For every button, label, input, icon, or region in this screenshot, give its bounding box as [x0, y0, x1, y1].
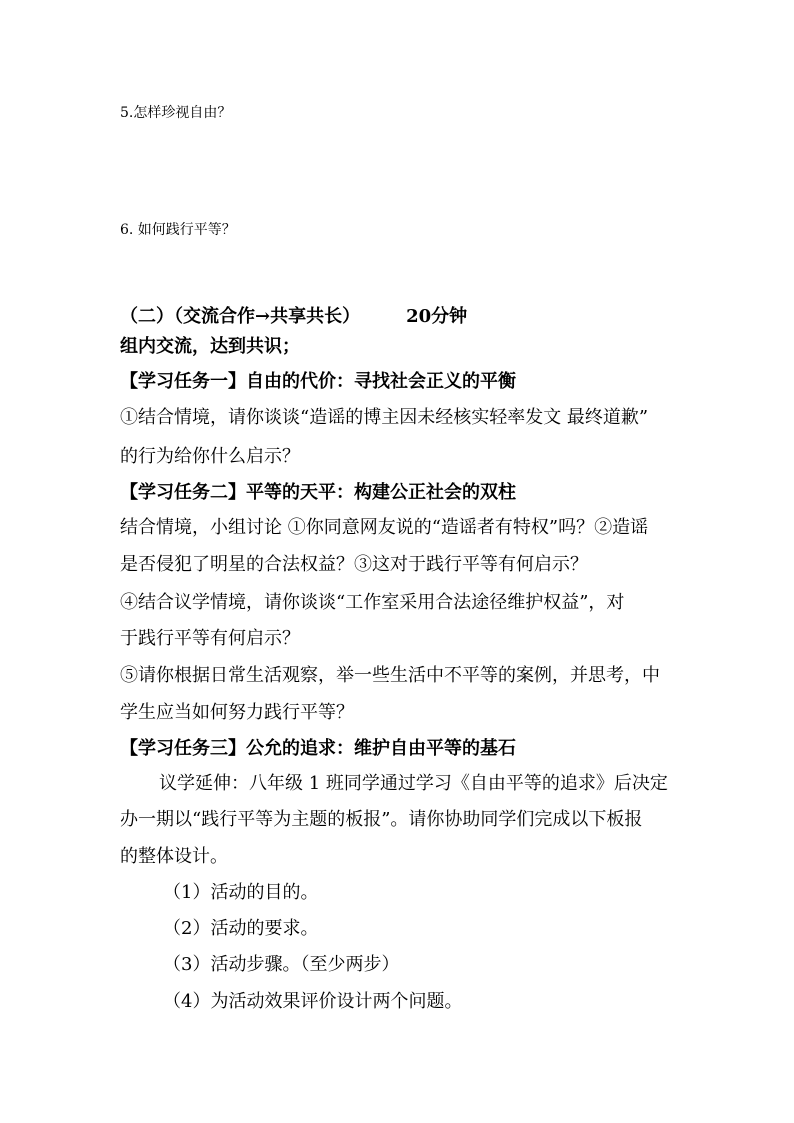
task2-line-2: 是否侵犯了明星的合法权益？③这对于践行平等有何启示？	[120, 554, 588, 575]
task2-line-3: ④结合议学情境，请你谈谈“工作室采用合法途径维护权益”，对	[120, 592, 625, 613]
task3-line-3: 的整体设计。	[120, 846, 228, 867]
task3-item-2: （2）活动的要求。	[163, 918, 319, 939]
question-5: 5.怎样珍视自由？	[120, 105, 232, 121]
section-heading-line	[120, 308, 467, 326]
task3-item-3: （3）活动步骤。（至少两步）	[163, 954, 400, 975]
task1-title: 【学习任务一】自由的代价：寻找社会正义的平衡	[120, 371, 516, 392]
task2-line-6: 学生应当如何努力践行平等？	[120, 702, 354, 723]
task2-title: 【学习任务二】平等的天平：构建公正社会的双柱	[120, 482, 516, 503]
task3-item-4: （4）为活动效果评价设计两个问题。	[163, 991, 463, 1012]
task3-line-2: 办一期以“践行平等为主题的板报”。请你协助同学们完成以下板报	[120, 809, 643, 830]
task2-line-4: 于践行平等有何启示？	[120, 628, 300, 649]
task3-item-1: （1）活动的目的。	[163, 882, 319, 903]
task1-line-2: 的行为给你什么启示？	[120, 446, 300, 467]
task2-line-1: 结合情境，小组讨论 ①你同意网友说的“造谣者有特权”吗？②造谣	[120, 517, 649, 538]
task3-title: 【学习任务三】公允的追求：维护自由平等的基石	[120, 738, 516, 759]
task3-line-1: 议学延伸：八年级 1 班同学通过学习《自由平等的追求》后决定	[159, 773, 668, 794]
task1-line-1: ①结合情境，请你谈谈“造谣的博主因未经核实轻率发文 最终道歉”	[120, 407, 649, 428]
question-6: 6. 如何践行平等？	[120, 222, 236, 238]
task2-line-5: ⑤请你根据日常生活观察，举一些生活中不平等的案例，并思考，中	[120, 665, 660, 686]
section-duration: 20分钟	[406, 306, 468, 327]
section-subheading: 组内交流，达到共识；	[120, 336, 300, 357]
section-heading: （二）（交流合作→共享共长）	[120, 306, 361, 327]
